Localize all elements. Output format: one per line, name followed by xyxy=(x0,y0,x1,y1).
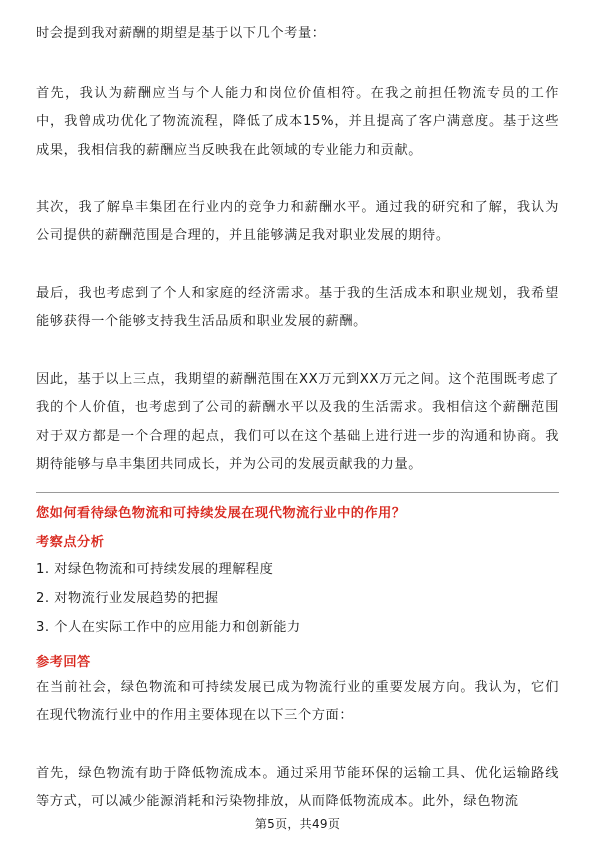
answer-heading: 参考回答 xyxy=(36,655,91,670)
interview-question: 您如何看待绿色物流和可持续发展在现代物流行业中的作用？ xyxy=(36,506,406,521)
analysis-point: 1. 对绿色物流和可持续发展的理解程度 xyxy=(36,562,274,577)
analysis-point: 2. 对物流行业发展趋势的把握 xyxy=(36,591,219,606)
paragraph-second: 其次，我了解阜丰集团在行业内的竞争力和薪酬水平。通过我的研究和了解，我认为公司提供的薪酬范围是合理的，并且能够满足我对职业发展的期待。 xyxy=(36,200,559,244)
paragraph-intro: 时会提到我对薪酬的期望是基于以下几个考量： xyxy=(36,26,326,41)
analysis-point: 3. 个人在实际工作中的应用能力和创新能力 xyxy=(36,620,301,635)
paragraph-first: 首先，我认为薪酬应当与个人能力和岗位价值相符。在我之前担任物流专员的工作中，我曾成功优化了物流流程，降低了成本15%，并且提高了客户满意度。基于这些成果，我相信我的薪酬应当反映我在此领域的专业能力和贡献。 xyxy=(36,86,559,158)
answer-paragraph-intro: 在当前社会，绿色物流和可持续发展已成为物流行业的重要发展方向。我认为，它们在现代物流行业中的作用主要体现在以下三个方面： xyxy=(36,680,559,724)
section-divider xyxy=(36,492,559,493)
answer-paragraph-first: 首先，绿色物流有助于降低物流成本。通过采用节能环保的运输工具、优化运输路线等方式，可以减少能源消耗和污染物排放，从而降低物流成本。此外，绿色物流 xyxy=(36,766,559,810)
paragraph-conclusion: 因此，基于以上三点，我期望的薪酬范围在XX万元到XX万元之间。这个范围既考虑了我的个人价值，也考虑到了公司的薪酬水平以及我的生活需求。我相信这个薪酬范围对于双方都是一个合理的起点，我们可以在这个基础上进行进一步的沟通和协商。我期待能够与阜丰集团共同成长，并为公司的发展贡献我的力量。 xyxy=(36,372,559,472)
analysis-heading: 考察点分析 xyxy=(36,535,105,550)
page-number: 第5页，共49页 xyxy=(254,817,341,831)
paragraph-third: 最后，我也考虑到了个人和家庭的经济需求。基于我的生活成本和职业规划，我希望能够获得一个能够支持我生活品质和职业发展的薪酬。 xyxy=(36,286,559,330)
